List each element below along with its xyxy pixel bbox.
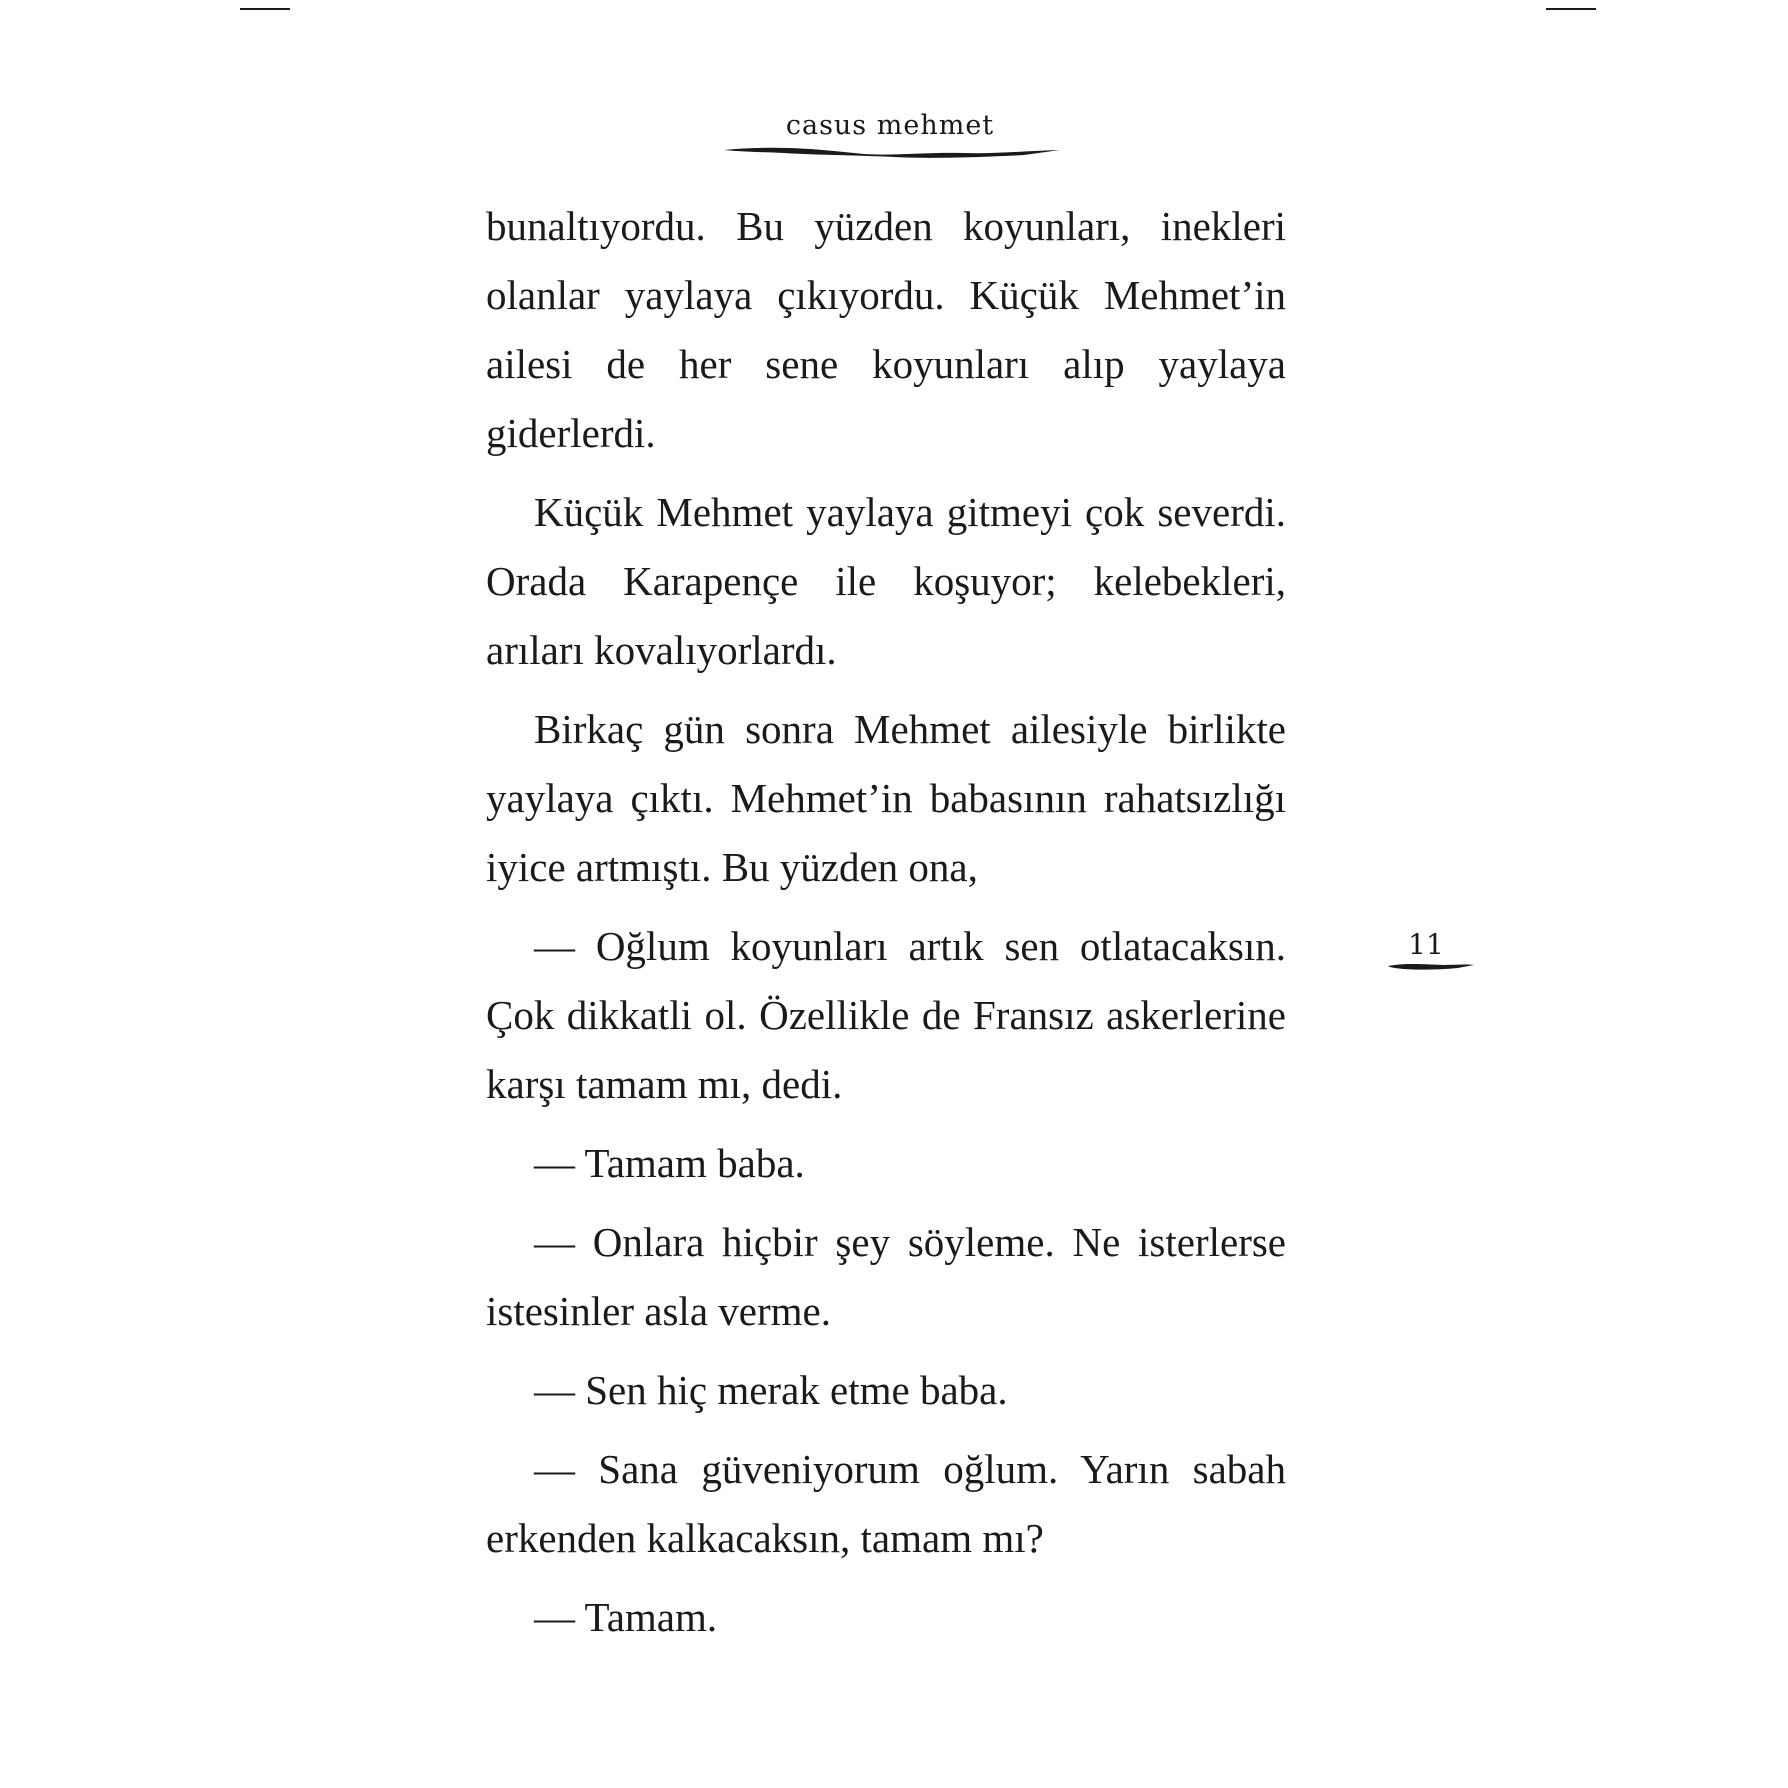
page-number: 11 xyxy=(1408,928,1444,961)
crop-mark-left xyxy=(240,8,290,10)
paragraph-8: — Sana güveniyorum oğlum. Yarın sabah erkenden kalkacaksın, tamam mı? xyxy=(486,1446,1286,1561)
paragraph-9: — Tamam. xyxy=(534,1594,718,1640)
crop-mark-right xyxy=(1546,8,1596,10)
paragraph-7: — Sen hiç merak etme baba. xyxy=(534,1367,1008,1413)
running-title: casus mehmet xyxy=(785,110,995,141)
paragraph-4: — Oğlum koyunları artık sen otlatacaksın. Çok dikkatli ol. Özellikle de Fransız askerlerine karşı tamam mı, dedi. xyxy=(486,923,1286,1107)
page-number-brush-stroke xyxy=(1388,960,1474,972)
page-body-text xyxy=(486,192,1286,1662)
header-brush-stroke xyxy=(724,142,1060,160)
paragraph-1: bunaltıyordu. Bu yüzden koyunları, inekleri olanlar yaylaya çıkıyordu. Küçük Mehmet’in ailesi de her sene koyunları alıp yaylaya giderlerdi. xyxy=(486,203,1286,456)
paragraph-2: Küçük Mehmet yaylaya gitmeyi çok severdi. Orada Karapençe ile koşuyor; kelebekleri, arıları kovalıyorlardı. xyxy=(486,489,1286,673)
paragraph-5: — Tamam baba. xyxy=(534,1140,805,1186)
paragraph-3: Birkaç gün sonra Mehmet ailesiyle birlikte yaylaya çıktı. Mehmet’in babasının rahatsızlığı iyice artmıştı. Bu yüzden ona, xyxy=(486,706,1286,890)
paragraph-6: — Onlara hiçbir şey söyleme. Ne isterlerse istesinler asla verme. xyxy=(486,1219,1286,1334)
